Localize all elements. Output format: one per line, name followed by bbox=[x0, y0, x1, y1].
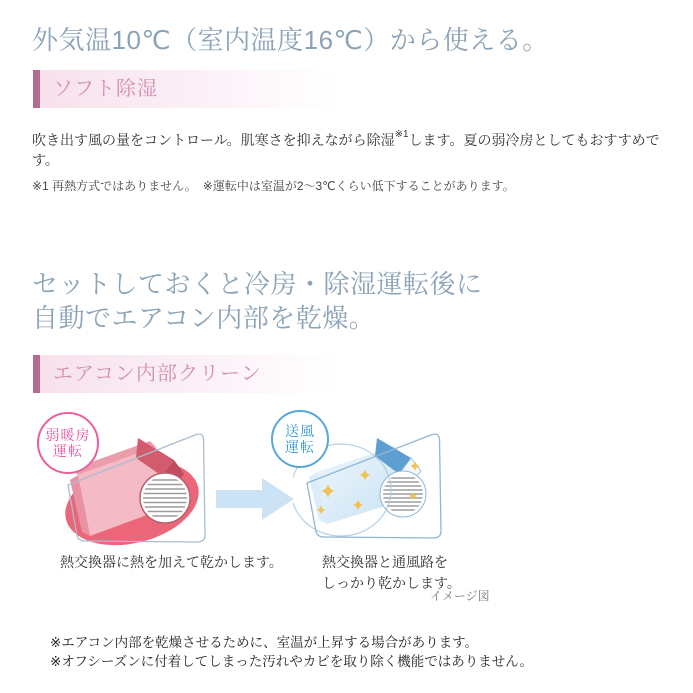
feature-label-soft-dehumidify bbox=[33, 70, 340, 108]
badge-line-2: 運転 bbox=[285, 439, 315, 455]
bottom-footnotes bbox=[50, 633, 693, 671]
left-ac-caption: 熱交換器に熱を加えて乾かします。 bbox=[60, 554, 283, 570]
section-heading-outdoor-temp: 外気温10℃（室内温度16℃）から使える。 bbox=[32, 25, 549, 55]
footnote-marker: ※1 bbox=[394, 129, 409, 140]
description-text-before: 吹き出す風の量をコントロール。肌寒さを抑えながら除湿 bbox=[32, 132, 395, 148]
badge-line-1: 弱暖房 bbox=[45, 427, 91, 443]
caption-line-1: 熱交換器と通風路を bbox=[322, 554, 448, 570]
image-disclaimer-note: イメージ図 bbox=[430, 589, 490, 603]
section-heading-internal-clean bbox=[0, 267, 693, 335]
footnote-line: ※エアコン内部を乾燥させるために、室温が上昇する場合があります。 bbox=[50, 635, 479, 650]
heading-line-1: セットしておくと冷房・除湿運転後に bbox=[32, 269, 483, 299]
badge-line-1: 送風 bbox=[285, 423, 315, 439]
heading-line-2: 自動でエアコン内部を乾燥。 bbox=[32, 303, 376, 333]
feature-label-text: ソフト除湿 bbox=[53, 78, 158, 100]
badge-line-2: 運転 bbox=[53, 443, 83, 459]
fan-mode-badge bbox=[271, 410, 329, 468]
heating-mode-badge bbox=[37, 412, 99, 474]
footnote-line: ※オフシーズンに付着してしまった汚れやカビを取り除く機能ではありません。 bbox=[50, 654, 534, 669]
soft-dehumidify-description bbox=[32, 130, 661, 170]
feature-label-internal-clean bbox=[33, 355, 340, 393]
feature-label-text: エアコン内部クリーン bbox=[53, 363, 262, 385]
right-arrow-icon bbox=[216, 474, 296, 524]
description-text-after: します。夏の弱冷房としてもおすすめです。 bbox=[32, 132, 660, 168]
caption-line-2: しっかり乾かします。 bbox=[322, 575, 461, 591]
internal-clean-diagram bbox=[0, 403, 693, 608]
soft-dehumidify-footnote: ※1 再熱方式ではありません。 ※運転中は室温が2～3℃くらい低下することがあります。 bbox=[32, 179, 515, 193]
